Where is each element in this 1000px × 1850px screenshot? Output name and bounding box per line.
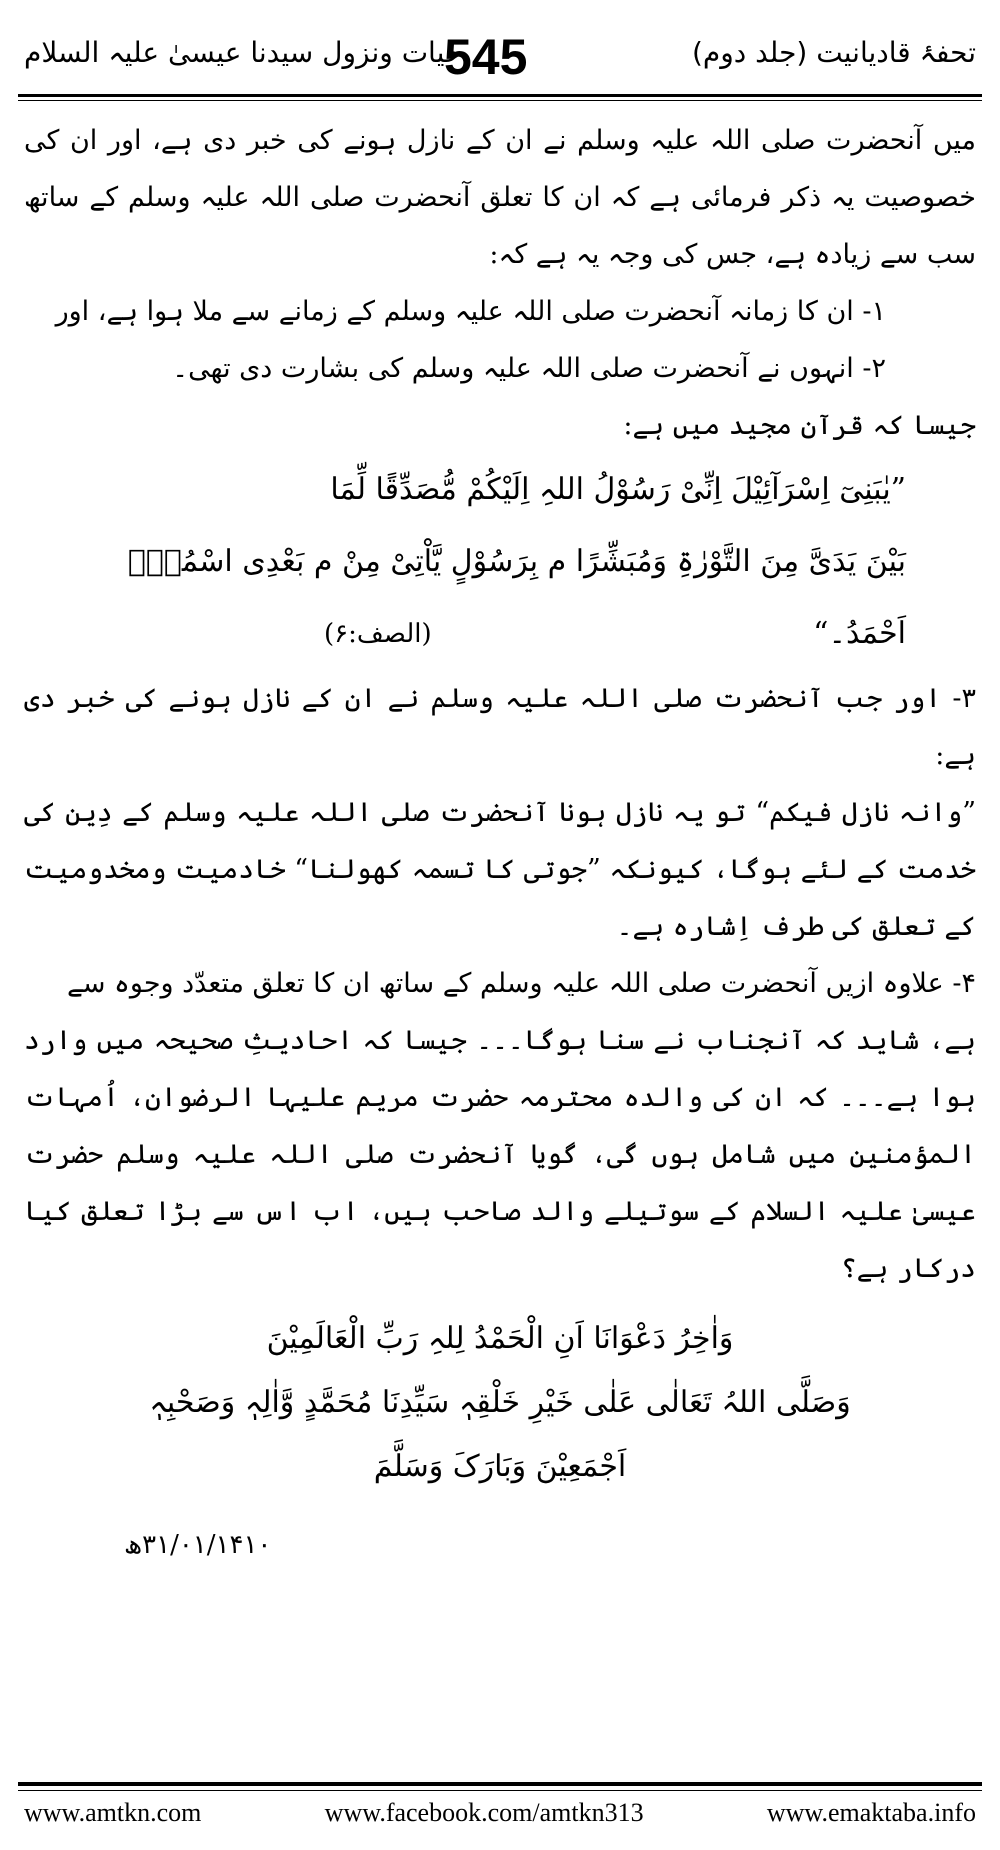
ayah-line-3-row xyxy=(24,598,906,670)
quran-intro: جیسا کہ قرآن مجید میں ہے: xyxy=(623,410,976,441)
closing-dua xyxy=(24,1307,976,1499)
chapter-title: حیات ونزول سیدنا عیسیٰ علیہ السلام xyxy=(24,36,463,69)
ayah-line-3: اَحْمَدُ۔“ xyxy=(813,616,906,651)
page-header xyxy=(24,28,976,98)
footer-rule xyxy=(18,1782,982,1786)
ayah-reference: (الصف:۶) xyxy=(324,619,432,649)
page-footer xyxy=(24,1798,976,1838)
page-number: 545 xyxy=(444,29,528,85)
header-rule xyxy=(18,94,982,97)
closing-line-1: وَاٰخِرُ دَعْوَانَا اَنِ الْحَمْدُ لِلہِ رَبِّ الْعَالَمِیْنَ xyxy=(266,1321,734,1356)
list-item-4-head: ۴- علاوہ ازیں آنحضرت صلی اللہ علیہ وسلم کے ساتھ ان کا تعلق متعدّد وجوہ سے xyxy=(67,968,976,999)
footer-link-facebook[interactable]: www.facebook.com/amtkn313 xyxy=(324,1798,644,1827)
list-item-3-head: ۳- اور جب آنحضرت صلی اللہ علیہ وسلم نے ان کے نازل ہونے کی خبر دی ہے: xyxy=(24,683,976,771)
header-rule-thin xyxy=(18,100,982,101)
ayah-line-2: بَیْنَ یَدَیَّ مِنَ التَّوْرٰۃِ وَمُبَشِّرًا م بِرَسُوْلٍ یَّاْتِیْ مِنْ م بَعْدِی اسْمُہٗٓ xyxy=(127,544,906,579)
closing-line-2: وَصَلَّی اللہُ تَعَالٰی عَلٰی خَیْرِ خَلْقِہٖ سَیِّدِنَا مُحَمَّدٍ وَّاٰلِہٖ وَصَحْبِہٖ xyxy=(149,1385,851,1420)
list-item-4-body: ہے، شاید کہ آنجناب نے سنا ہوگا۔۔۔ جیسا کہ احادیثِ صحیحہ میں وارد ہوا ہے۔۔۔ کہ ان کی والدہ محترمہ حضرت مریم علیہا الرضوان، اُمہات المؤمنین میں شامل ہوں گی، گویا آنحضرت صلی اللہ علیہ وسلم حضرت عیسیٰ علیہ السلام کے سوتیلے والد صاحب ہیں، اب اس سے بڑا تعلق کیا درکار ہے؟ xyxy=(24,1025,976,1284)
footer-link-amtkn[interactable]: www.amtkn.com xyxy=(24,1798,202,1827)
ayah-line-1: ”یٰبَنِیٓ اِسْرَآئِیْلَ اِنِّیْ رَسُوْلُ اللہِ اِلَیْکُمْ مُّصَدِّقًا لِّمَا xyxy=(330,472,906,507)
footer-rule-thin xyxy=(18,1790,982,1791)
quran-ayah xyxy=(24,454,976,670)
list-item-1: ۱- ان کا زمانہ آنحضرت صلی اللہ علیہ وسلم کے زمانے سے ملا ہوا ہے، اور xyxy=(55,296,886,327)
footer-link-emaktaba[interactable]: www.emaktaba.info xyxy=(766,1798,976,1827)
list-item-2: ۲- انہوں نے آنحضرت صلی اللہ علیہ وسلم کی بشارت دی تھی۔ xyxy=(172,353,886,384)
closing-line-3: اَجْمَعِیْنَ وَبَارَکَ وَسَلَّمَ xyxy=(373,1449,627,1484)
book-title: تحفۂ قادیانیت (جلد دوم) xyxy=(691,36,976,69)
page-body xyxy=(24,112,976,1574)
list-item-3-body: ”وانہ نازل فیکم“ تو یہ نازل ہونا آنحضرت صلی اللہ علیہ وسلم کے دِین کی خدمت کے لئے ہوگا، کیونکہ ”جوتی کا تسمہ کھولنا“ خادمیت ومخدومیت کے تعلق کی طرف اِشارہ ہے۔ xyxy=(24,797,976,942)
paragraph-intro: میں آنحضرت صلی اللہ علیہ وسلم نے ان کے نازل ہونے کی خبر دی ہے، اور ان کی خصوصیت یہ ذکر فرمائی ہے کہ ان کا تعلق آنحضرت صلی اللہ علیہ وسلم کے ساتھ سب سے زیادہ ہے، جس کی وجہ یہ ہے کہ: xyxy=(24,125,976,270)
date-stamp: ۳۱/۰۱/۱۴۱۰ھ xyxy=(124,1530,272,1560)
